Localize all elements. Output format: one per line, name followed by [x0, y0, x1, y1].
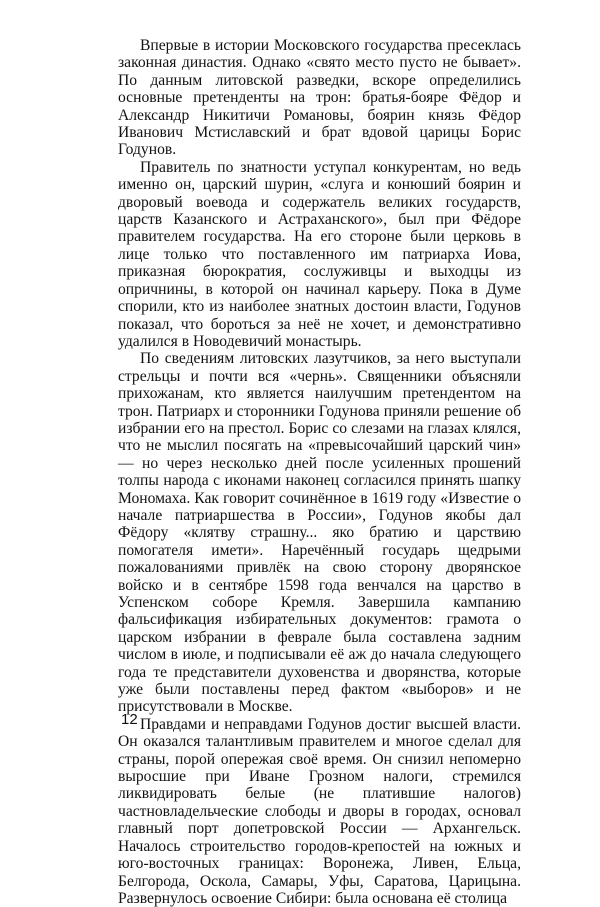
paragraph-1: Впервые в истории Московского государства пресеклась законная династия. Однако «свято место пусто не бывает». По данным литовской разведки, вскоре определились основные претенденты на трон: братья-бояре Фёдор и Александр Никитичи Романовы, боярин князь Фёдор Иванович Мстиславский и брат вдовой царицы Борис Годунов. — [118, 37, 521, 159]
paragraph-4: Правдами и неправдами Годунов достиг высшей власти. Он оказался талантливым правителем и многое сделал для страны, порой опережая своё время. Он снизил непомерно выросшие при Иване Грозном налоги, стремился ликвидировать белые (не платившие налогов) частновладельческие слободы и дворы в городах, основал главный порт допетровской России — Архангельск. Началось строительство городов-крепостей на южных и юго-восточных границах: Воронежа, Ливен, Ельца, Белгорода, Оскола, Самары, Уфы, Саратова, Царицына. Развернулось освоение Сибири: была основана её столица — [118, 715, 521, 907]
paragraph-2: Правитель по знатности уступал конкурентам, но ведь именно он, царский шурин, «слуга и конюший боярин и дворовый воевода и содержатель великих государств, царств Казанского и Астраханского», был при Фёдоре правителем государства. На его стороне были церковь в лице только что поставленного им патриарха Иова, приказная бюрократия, сослуживцы и выходцы из опричнины, в которой он начинал карьеру. Пока в Думе спорили, кто из наиболее знатных достоин власти, Годунов показал, что бороться за неё не хочет, и демонстративно удалился в Новодевичий монастырь. — [118, 158, 521, 350]
body-text — [118, 37, 521, 907]
page-number: 12 — [121, 711, 138, 728]
paragraph-3: По сведениям литовских лазутчиков, за него выступали стрельцы и почти вся «чернь». Священники объясняли прихожанам, кто является наилучшим претендентом на трон. Патриарх и сторонники Годунова приняли решение об избрании его на престол. Борис со слезами на глазах клялся, что не мыслил посягать на «превысочайший царский чин» — но через несколько дней после усиленных прошений толпы народа с иконами наконец согласился принять шапку Мономаха. Как говорит сочинённое в 1619 году «Известие о начале патриаршества в России», Годунов якобы дал Фёдору «клятву страшну... яко братию и царствию помогателя имети». Наречённый государь щедрыми пожалованиями привлёк на свою сторону дворянское войско и в сентябре 1598 года венчался на царство в Успенском соборе Кремля. Завершила кампанию фальсификация избирательных документов: грамота о царском избрании в феврале была составлена задним числом в июле, и подписывали её аж до начала следующего года те представители духовенства и дворянства, которые уже были поставлены перед фактом «выборов» и не присутствовали в Москве. — [118, 350, 521, 716]
